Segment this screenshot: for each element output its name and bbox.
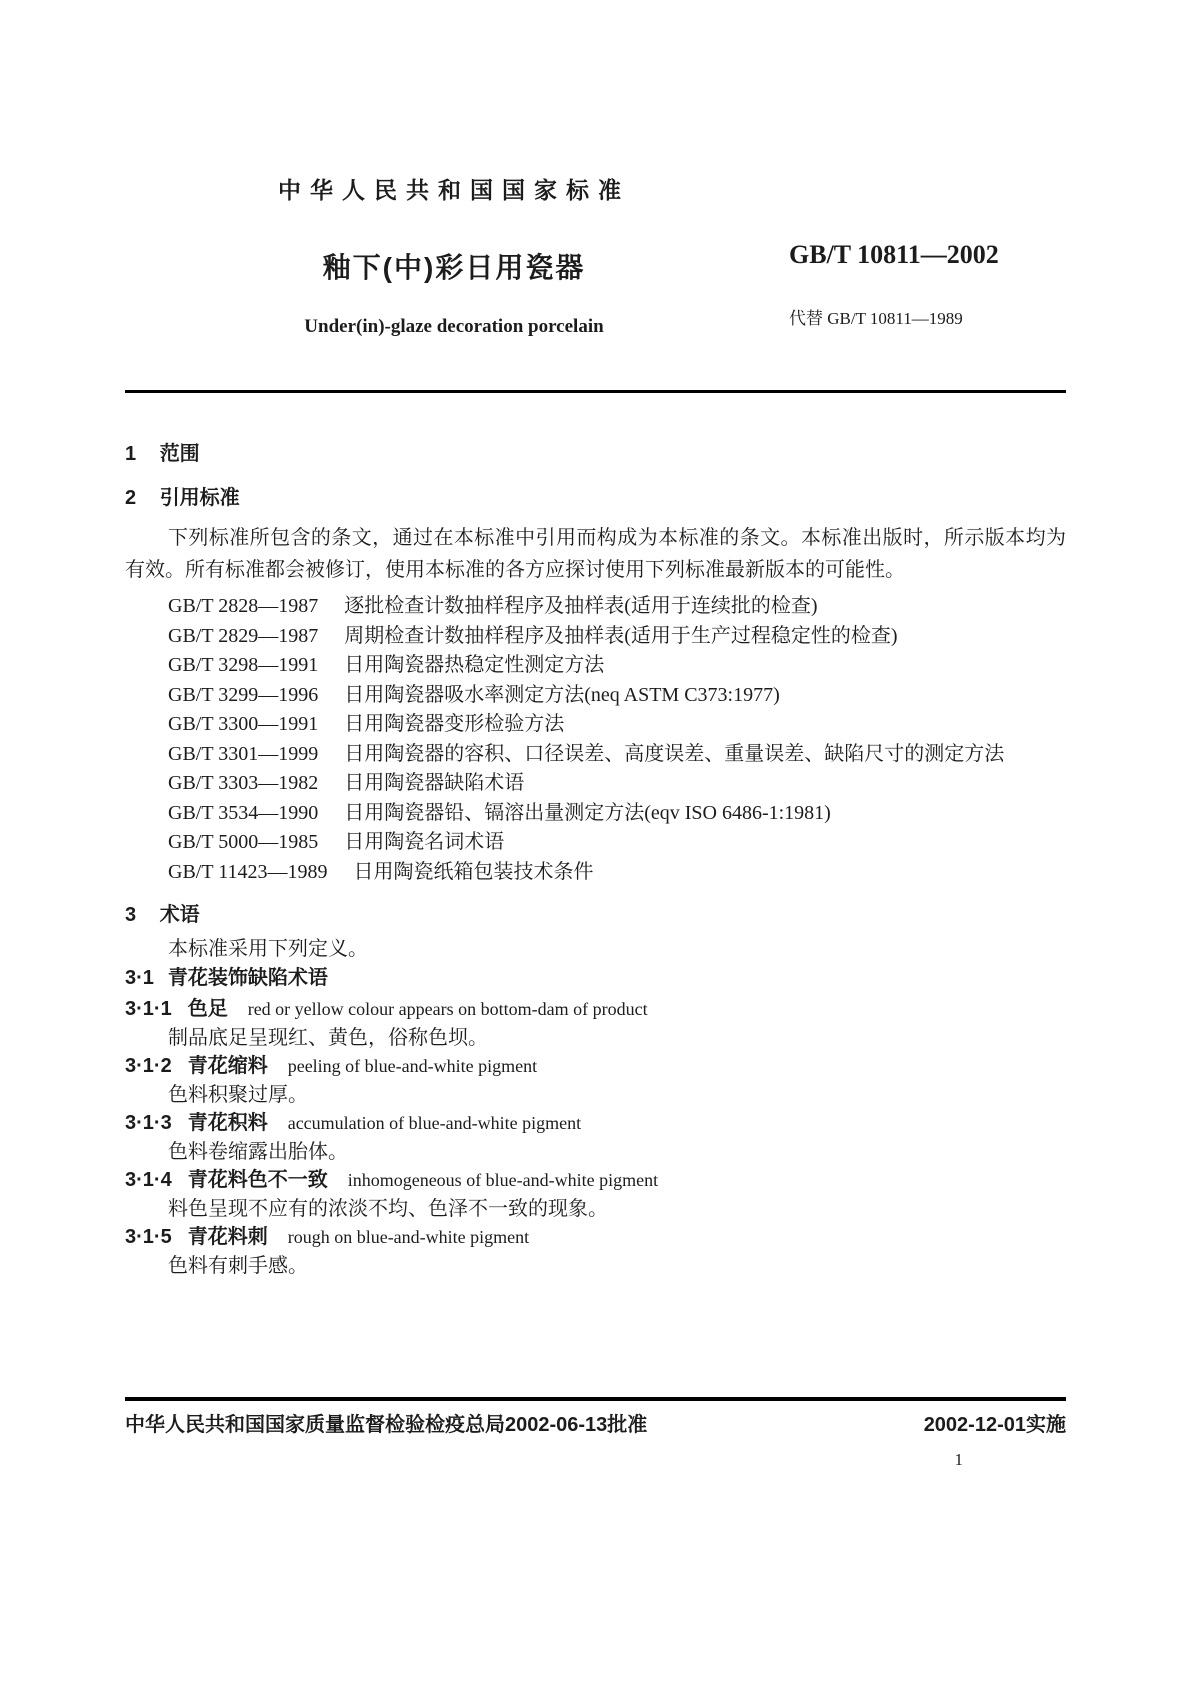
reference-title: 逐批检查计数抽样程序及抽样表(适用于连续批的检查)	[344, 595, 818, 617]
section-3-title: 术语	[159, 904, 200, 926]
reference-title: 日用陶瓷器变形检验方法	[344, 713, 565, 735]
reference-code: GB/T 5000—1985	[168, 831, 319, 853]
reference-title: 日用陶瓷器铅、镉溶出量测定方法(eqv ISO 6486-1:1981)	[344, 801, 831, 824]
term-name: 色足	[187, 998, 228, 1020]
term-item	[125, 1223, 1066, 1280]
reference-title: 日用陶瓷纸箱包装技术条件	[353, 860, 594, 883]
reference-item	[168, 592, 1066, 622]
document-title: 釉下(中)彩日用瓷器	[322, 252, 586, 283]
reference-title: 日用陶瓷器的容积、口径误差、高度误差、重量误差、缺陷尺寸的测定方法	[344, 742, 1005, 765]
term-item	[125, 1109, 1066, 1166]
references-list	[168, 592, 1066, 887]
reference-item	[168, 651, 1066, 681]
reference-item	[168, 799, 1066, 829]
reference-code: GB/T 3303—1982	[168, 772, 319, 794]
document-footer	[125, 1408, 1066, 1437]
term-heading	[125, 1166, 1066, 1195]
national-standard-banner: 中华人民共和国国家标准	[278, 177, 630, 203]
section-3-heading	[125, 903, 1066, 927]
subsection-3-1-heading	[125, 964, 1066, 993]
reference-code: GB/T 3298—1991	[168, 654, 319, 676]
header-divider	[125, 390, 1066, 393]
term-heading	[125, 995, 1066, 1024]
document-title-english: Under(in)-glaze decoration porcelain	[304, 316, 604, 337]
reference-code: GB/T 2828—1987	[168, 595, 319, 617]
reference-title: 日用陶瓷器热稳定性测定方法	[344, 654, 605, 676]
section-1-title: 范围	[159, 443, 200, 465]
reference-item	[168, 769, 1066, 799]
term-definition: 色料卷缩露出胎体。	[168, 1140, 348, 1163]
subsection-title: 青花装饰缺陷术语	[167, 967, 328, 989]
term-number: 3·1·4	[125, 1169, 172, 1191]
reference-code: GB/T 3299—1996	[168, 683, 319, 706]
page-number: 1	[954, 1450, 963, 1469]
standard-code: GB/T 10811—2002	[789, 240, 999, 269]
term-number: 3·1·2	[125, 1055, 172, 1077]
term-heading	[125, 1109, 1066, 1138]
term-definition: 料色呈现不应有的浓淡不均、色泽不一致的现象。	[168, 1197, 608, 1220]
section-2-number: 2	[125, 487, 137, 509]
section-2-title: 引用标准	[159, 487, 240, 509]
reference-item	[168, 828, 1066, 858]
terms-list	[125, 995, 1066, 1280]
term-definition: 色料有刺手感。	[168, 1254, 308, 1277]
section-2-heading	[125, 486, 1066, 510]
term-name-english: rough on blue-and-white pigment	[287, 1227, 530, 1247]
term-definition: 制品底足呈现红、黄色，俗称色坝。	[168, 1026, 488, 1049]
term-name: 青花料刺	[187, 1226, 268, 1248]
reference-title: 日用陶瓷器缺陷术语	[344, 772, 525, 794]
term-number: 3·1·5	[125, 1226, 172, 1248]
term-item	[125, 1052, 1066, 1109]
term-heading	[125, 1223, 1066, 1252]
term-item	[125, 1166, 1066, 1223]
reference-item	[168, 622, 1066, 652]
section-2-intro: 下列标准所包含的条文，通过在本标准中引用而构成为本标准的条文。本标准出版时，所示版本均为有效。所有标准都会被修订，使用本标准的各方应探讨使用下列标准最新版本的可能性。	[125, 527, 1066, 581]
reference-title: 日用陶瓷器吸水率测定方法(neq ASTM C373:1977)	[344, 683, 780, 706]
term-name: 青花积料	[187, 1112, 268, 1134]
term-name: 青花缩料	[187, 1055, 268, 1077]
footer-divider	[125, 1397, 1066, 1401]
term-number: 3·1·3	[125, 1112, 172, 1134]
replaces-note: 代替 GB/T 10811—1989	[789, 309, 963, 328]
section-1-heading	[125, 442, 1066, 466]
reference-code: GB/T 3534—1990	[168, 801, 319, 824]
reference-item	[168, 740, 1066, 770]
reference-code: GB/T 11423—1989	[168, 860, 328, 883]
approval-note: 中华人民共和国国家质量监督检验检疫总局2002-06-13批准	[125, 1414, 648, 1436]
reference-item	[168, 858, 1066, 888]
term-heading	[125, 1052, 1066, 1081]
term-definition: 色料积聚过厚。	[168, 1083, 308, 1106]
implementation-note: 2002-12-01实施	[923, 1414, 1066, 1436]
reference-title: 周期检查计数抽样程序及抽样表(适用于生产过程稳定性的检查)	[344, 624, 898, 647]
reference-code: GB/T 2829—1987	[168, 624, 319, 647]
reference-code: GB/T 3301—1999	[168, 742, 319, 765]
section-1-number: 1	[125, 443, 137, 465]
term-name-english: accumulation of blue-and-white pigment	[287, 1113, 582, 1133]
term-name-english: inhomogeneous of blue-and-white pigment	[347, 1170, 659, 1190]
reference-title: 日用陶瓷名词术语	[344, 831, 505, 853]
section-3-number: 3	[125, 904, 137, 926]
subsection-number: 3·1	[125, 967, 154, 989]
term-name: 青花料色不一致	[187, 1169, 328, 1191]
term-number: 3·1·1	[125, 998, 172, 1020]
reference-item	[168, 710, 1066, 740]
term-name-english: peeling of blue-and-white pigment	[287, 1056, 538, 1076]
reference-code: GB/T 3300—1991	[168, 713, 319, 735]
term-name-english: red or yellow colour appears on bottom-dam of product	[247, 999, 648, 1019]
reference-item	[168, 681, 1066, 711]
term-item	[125, 995, 1066, 1052]
document-body	[125, 416, 1066, 1280]
section-3-intro: 本标准采用下列定义。	[168, 938, 368, 960]
